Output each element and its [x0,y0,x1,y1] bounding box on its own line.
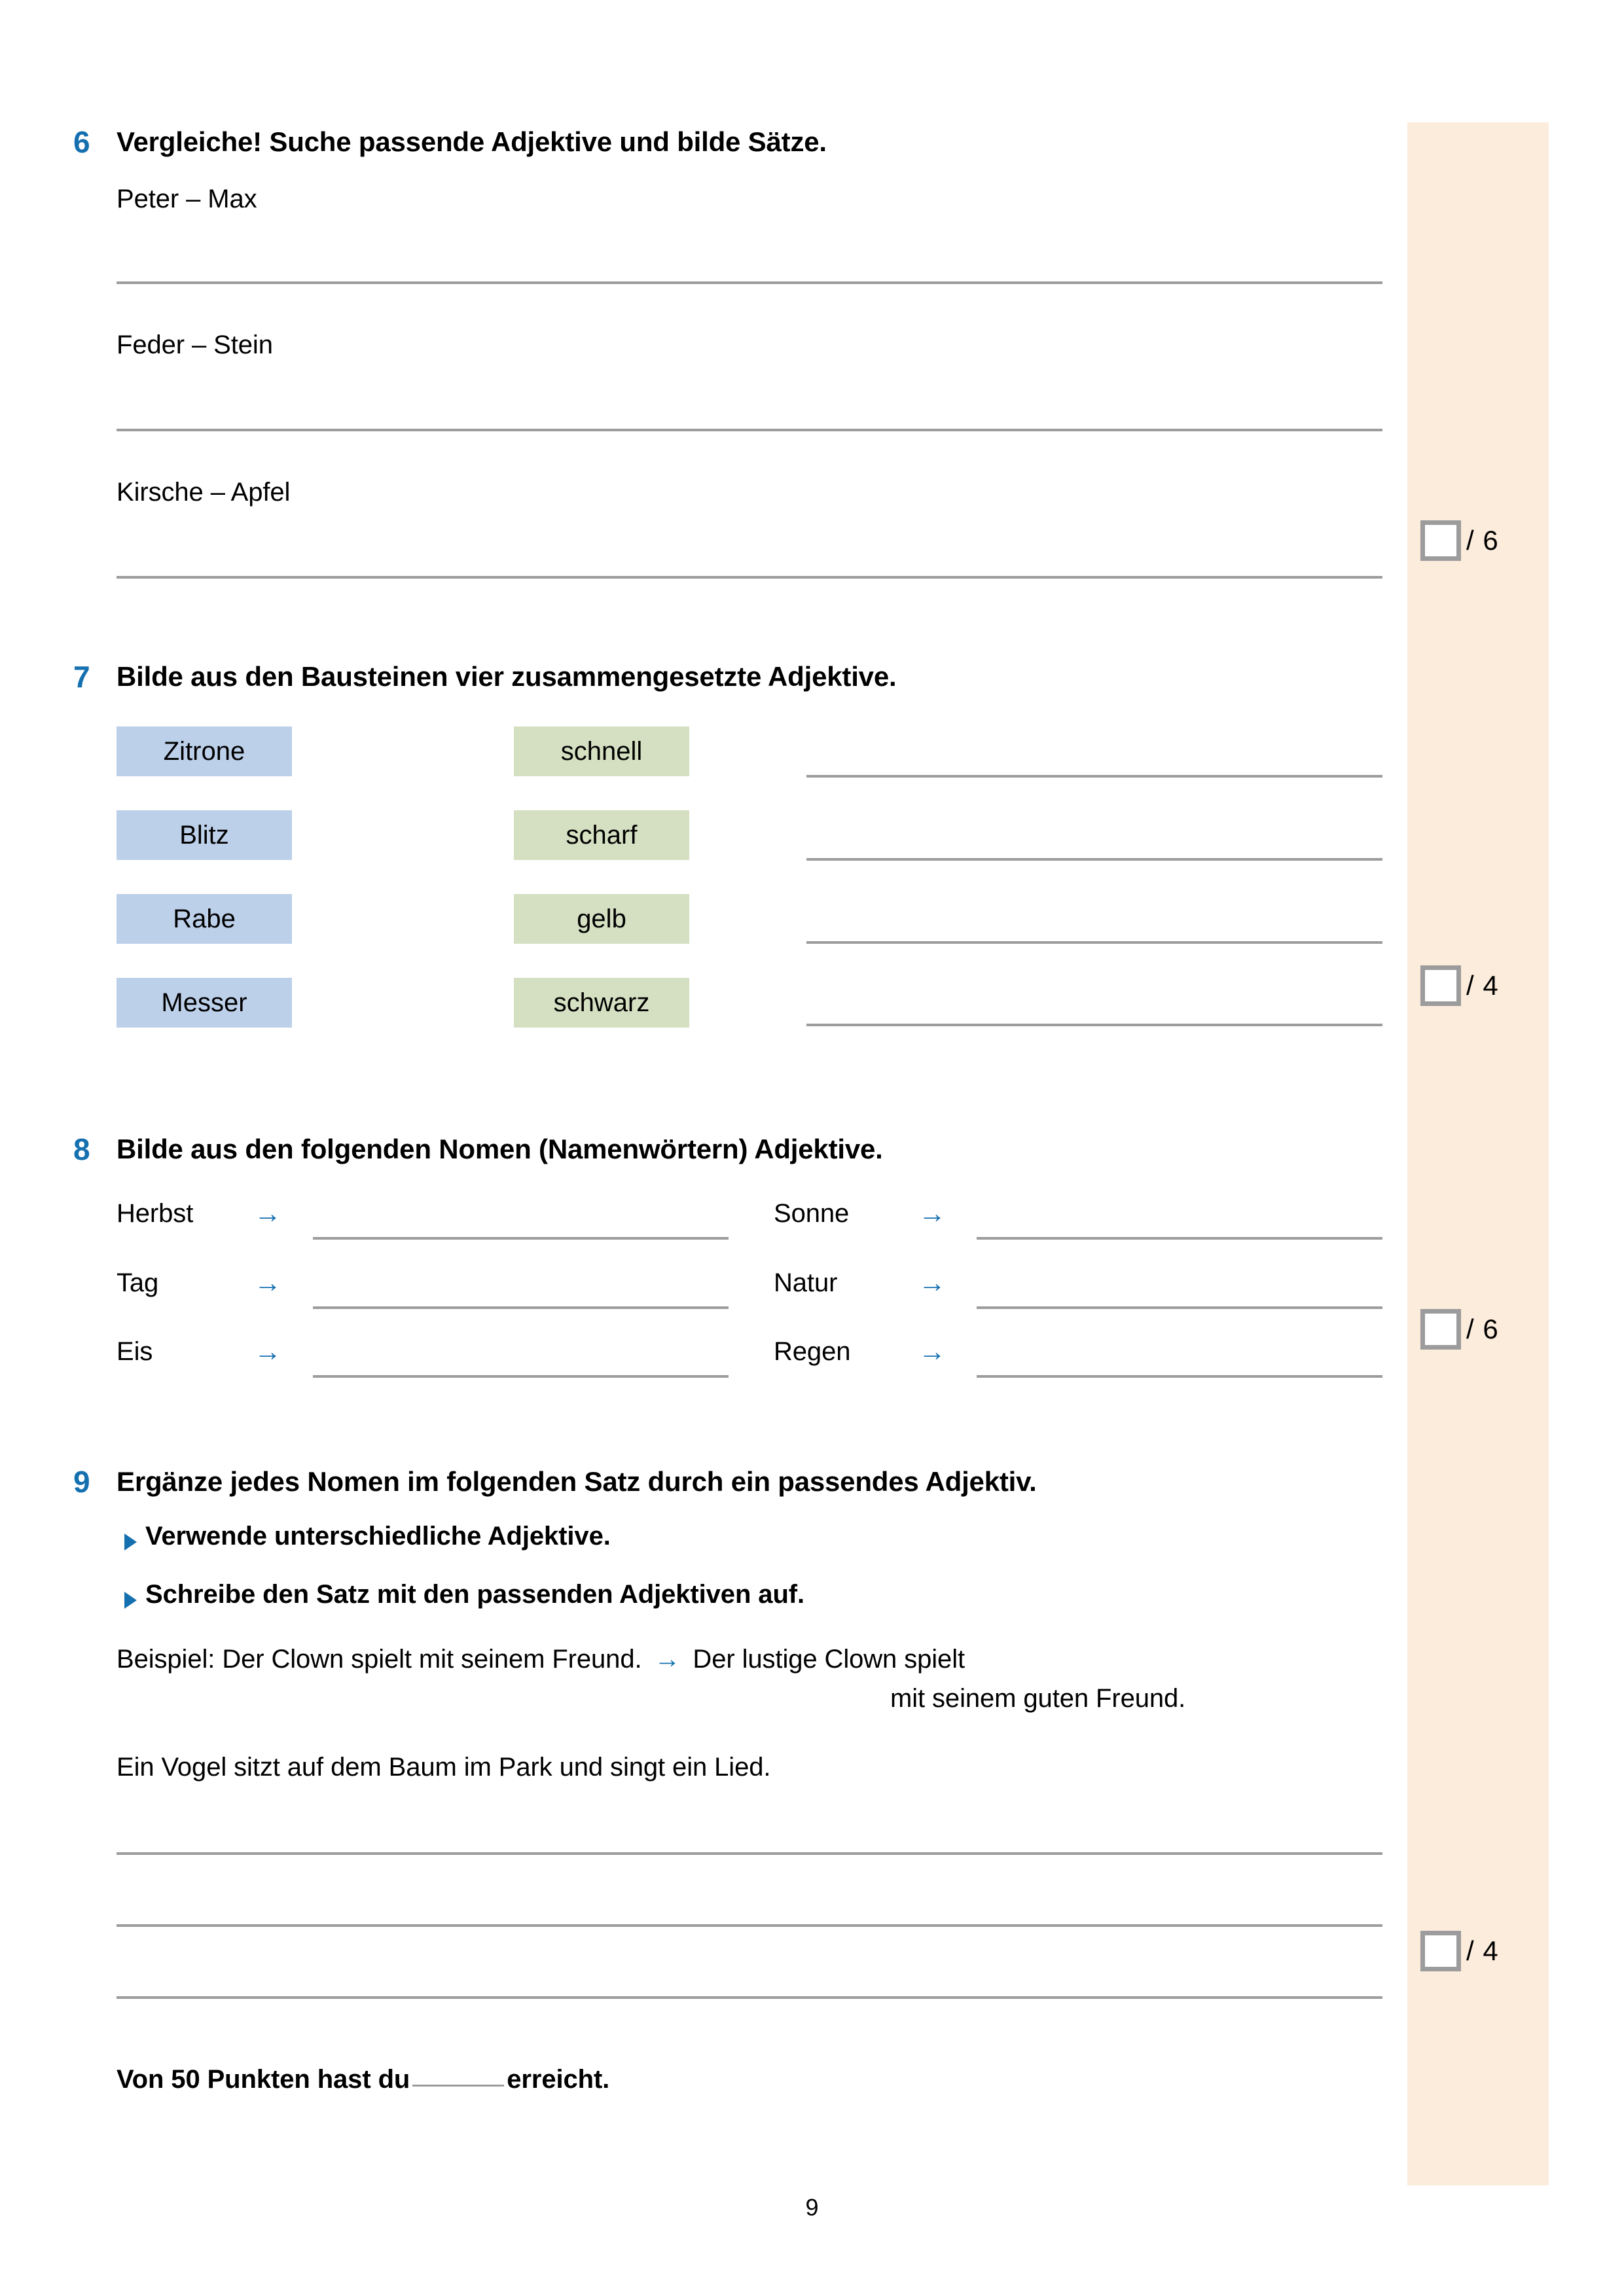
example-label-suffix: : [208,1645,215,1674]
task-9-heading-row [0,1466,1407,1498]
task-7-adjective-tile[interactable]: schwarz [514,978,689,1028]
task-9-answer-line[interactable] [117,1852,1382,1855]
task-6 [0,126,1407,158]
task-7-adjective-tile[interactable]: gelb [514,894,689,944]
task-8 [0,1134,1407,1165]
task-8-noun-left: Eis [117,1337,153,1366]
arrow-right-icon: → [254,1336,281,1367]
score-input-task-9[interactable] [1420,1931,1461,1971]
task-6-answer-line-3[interactable] [117,576,1382,579]
score-slot-task-7 [1420,965,1499,1006]
arrow-right-icon: → [918,1267,946,1298]
example-source-sentence: Der Clown spielt mit seinem Freund. [222,1645,642,1674]
task-7-adjective-tile[interactable]: schnell [514,726,689,776]
example-result-pre-1: Der [693,1645,742,1674]
task-9 [0,1466,1407,1498]
task-8-answer-line-left[interactable] [313,1237,729,1240]
triangle-bullet-icon [124,1534,137,1551]
task-8-answer-line-left[interactable] [313,1306,729,1309]
score-max-task-8: / 6 [1466,1314,1499,1344]
example-result-bold-2: guten [1023,1684,1089,1713]
score-input-task-6[interactable] [1420,520,1461,561]
total-score-label-post: erreicht. [507,2065,610,2094]
task-6-heading-row [0,126,1407,158]
score-slot-task-9 [1420,1931,1499,1971]
task-8-answer-line-right[interactable] [977,1237,1382,1240]
task-9-bullet-2: Schreibe den Satz mit den passenden Adjektiven auf. [145,1580,805,1609]
task-8-noun-right: Natur [774,1268,838,1297]
task-8-heading: Bilde aus den folgenden Nomen (Namenwörtern) Adjektive. [117,1134,883,1164]
task-9-bullet-1: Verwende unterschiedliche Adjektive. [145,1522,611,1551]
task-7-heading: Bilde aus den Bausteinen vier zusammengesetzte Adjektive. [117,661,897,692]
task-8-number: 8 [73,1132,90,1166]
triangle-bullet-icon [124,1592,137,1609]
task-6-answer-line-1[interactable] [117,281,1382,284]
arrow-right-icon: → [254,1198,281,1229]
arrow-right-icon: → [918,1336,946,1367]
task-7-noun-tile[interactable]: Rabe [117,894,292,944]
example-result-post-2: Freund. [1089,1684,1186,1713]
page-number: 9 [805,2194,819,2221]
task-6-prompt-3: Kirsche – Apfel [117,478,291,507]
task-9-heading: Ergänze jedes Nomen im folgenden Satz durch ein passendes Adjektiv. [117,1466,1037,1497]
total-score-row [117,2065,609,2094]
example-label: Beispiel [117,1645,208,1674]
total-score-label-pre: Von 50 Punkten hast du [117,2065,410,2094]
task-7-noun-tile[interactable]: Messer [117,978,292,1028]
task-8-answer-line-right[interactable] [977,1306,1382,1309]
score-max-task-7: / 4 [1466,970,1499,1001]
score-input-task-8[interactable] [1420,1309,1461,1350]
task-9-example-row-1 [117,1645,965,1674]
task-9-answer-line[interactable] [117,1924,1382,1927]
task-7-adjective-tile[interactable]: scharf [514,810,689,860]
task-8-noun-right: Regen [774,1337,851,1366]
task-7-heading-row [0,661,1407,692]
scoring-margin-panel [1407,122,1549,2185]
task-8-noun-left: Herbst [117,1199,194,1228]
task-9-number: 9 [73,1465,90,1499]
task-9-example-row-2 [890,1684,1185,1713]
arrow-right-icon: → [254,1267,281,1298]
task-6-number: 6 [73,125,90,159]
task-6-prompt-1: Peter – Max [117,185,257,213]
task-8-heading-row [0,1134,1407,1165]
total-score-input[interactable] [412,2085,504,2087]
task-8-answer-line-right[interactable] [977,1375,1382,1378]
score-max-task-6: / 6 [1466,525,1499,556]
example-result-pre-2: mit seinem [890,1684,1024,1713]
task-7-answer-line[interactable] [806,858,1382,861]
arrow-right-icon: → [654,1645,681,1674]
example-result-post-1: Clown spielt [817,1645,965,1674]
score-max-task-9: / 4 [1466,1935,1499,1966]
task-6-heading: Vergleiche! Suche passende Adjektive und bilde Sätze. [117,126,827,157]
task-7-noun-tile[interactable]: Zitrone [117,726,292,776]
task-9-answer-line[interactable] [117,1996,1382,1999]
task-7-noun-tile[interactable]: Blitz [117,810,292,860]
score-slot-task-8 [1420,1309,1499,1350]
task-7-number: 7 [73,660,90,694]
task-8-answer-line-left[interactable] [313,1375,729,1378]
task-8-noun-right: Sonne [774,1199,850,1228]
example-result-bold-1: lustige [742,1645,818,1674]
task-7 [0,661,1407,692]
task-7-answer-line[interactable] [806,775,1382,778]
score-input-task-7[interactable] [1420,965,1461,1006]
task-9-sentence: Ein Vogel sitzt auf dem Baum im Park und singt ein Lied. [117,1753,771,1782]
arrow-right-icon: → [918,1198,946,1229]
task-6-answer-line-2[interactable] [117,429,1382,431]
task-6-prompt-2: Feder – Stein [117,331,273,359]
task-8-noun-left: Tag [117,1268,159,1297]
task-7-answer-line[interactable] [806,941,1382,944]
task-7-answer-line[interactable] [806,1024,1382,1026]
score-slot-task-6 [1420,520,1499,561]
